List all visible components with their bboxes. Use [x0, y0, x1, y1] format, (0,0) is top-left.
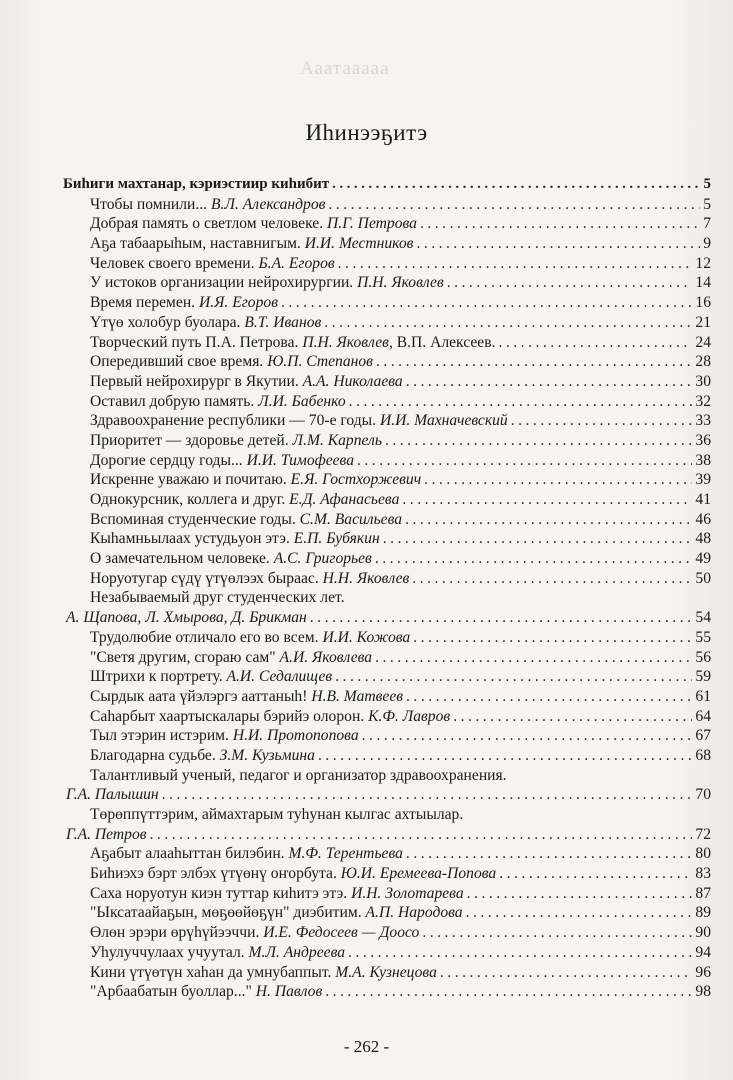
dot-leader: [375, 549, 693, 569]
bleed-through-text: Ааатааааа: [300, 58, 390, 79]
toc-entry-text: Саһарбыт хаартыскалары бэрийэ олорон.: [90, 707, 365, 725]
toc-entry-title: [90, 588, 345, 608]
dot-leader: [402, 490, 692, 510]
toc-entry-text: Үтүө холобур буолара.: [90, 313, 241, 331]
toc-entry-title: [90, 392, 346, 412]
toc-entry-text: Аҕабыт алааһыттан билэбин.: [90, 845, 285, 863]
toc-entry-author: М.Л. Андреева: [248, 943, 346, 961]
dot-leader: [332, 175, 700, 195]
dot-leader: [406, 372, 693, 392]
toc-page-number: 70: [695, 786, 711, 804]
toc-page-number: 16: [695, 294, 711, 312]
toc-entry-title: [90, 411, 508, 431]
toc-entry-text: Төрөппүттэрим, аймахтарым туһунан кылгас ахтыылар.: [90, 806, 464, 823]
toc-entry-author: В.Л. Александров: [210, 195, 326, 213]
toc-entry-author: Е.Я. Гостхоржевич: [290, 471, 422, 489]
toc-entry: [63, 392, 711, 412]
toc-entry-author: Н.В. Матвеев: [311, 687, 404, 705]
toc-page-number: 61: [695, 687, 711, 705]
toc-entry-author: И.И. Тимофеева: [246, 451, 354, 469]
dot-leader: [375, 648, 692, 668]
toc-entry-author: Ю.П. Степанов: [267, 353, 373, 371]
toc-entry-title: [90, 569, 409, 589]
toc-entry-title: [66, 608, 307, 628]
dot-leader: [357, 451, 692, 471]
toc-page-number: 12: [695, 254, 711, 272]
toc-page-number: 68: [695, 746, 711, 764]
dot-leader: [466, 903, 693, 923]
toc-entry-author: И.Н. Золотарева: [351, 884, 464, 902]
dot-leader: [412, 569, 692, 589]
toc-entry-text: Сырдык аата үйэлэргэ ааттаныһ!: [90, 687, 308, 705]
toc-entry: [63, 234, 711, 254]
dot-leader: [376, 352, 692, 372]
toc-entry-title: [90, 963, 437, 983]
toc-entry: [63, 293, 711, 313]
toc-entry: [63, 214, 711, 234]
toc-entry-text: Благодарна судьбе.: [90, 746, 216, 764]
toc-entry-text: Биһиэхэ бэрт элбэх үтүөнү оҥорбута.: [90, 865, 337, 883]
toc-page-number: 36: [695, 431, 711, 449]
toc-entry-author: И.И. Кожова: [322, 628, 411, 646]
toc-entry: [63, 687, 711, 707]
toc-page-number: 67: [695, 727, 711, 745]
toc-entry-title: [90, 549, 372, 569]
toc-entry-title: [90, 903, 463, 923]
toc-entry-author: М.А. Кузнецова: [335, 963, 437, 981]
toc-entry-author: И.Я. Егоров: [198, 294, 278, 312]
toc-page-number: 83: [695, 865, 711, 883]
toc-entry: [63, 372, 711, 392]
toc-entry-text: "Арбаабатын буоллар...": [90, 983, 252, 1001]
toc-entry-text: Чтобы помнили...: [90, 195, 208, 213]
toc-page-number: 49: [695, 550, 711, 568]
toc-entry-text: Уһулуччулаах учуутал.: [90, 943, 245, 961]
toc-entry-title: [90, 923, 419, 943]
toc-entry-title: [90, 884, 464, 904]
toc-entry: [63, 195, 711, 215]
dot-leader: [385, 431, 692, 451]
toc-entry: [63, 608, 711, 628]
toc-page-number: 48: [695, 530, 711, 548]
toc-entry: [63, 490, 711, 510]
toc-page-number: 24: [695, 333, 711, 351]
dot-leader: [467, 884, 693, 904]
toc-entry-author: И.И. Местников: [304, 235, 414, 253]
toc-entry: [63, 451, 711, 471]
toc-entry: [63, 273, 711, 293]
dot-leader: [318, 746, 692, 766]
toc-entry: [63, 864, 711, 884]
toc-entry: [63, 549, 711, 569]
toc-page-number: 89: [695, 904, 711, 922]
toc-entry: [63, 648, 711, 668]
dot-leader: [338, 254, 693, 274]
dot-leader: [424, 470, 692, 490]
toc-entry-title: [90, 490, 399, 510]
toc-page-number: 21: [695, 313, 711, 331]
toc-entry-author: И.И. Махначевский: [379, 412, 508, 430]
toc-entry: [63, 470, 711, 490]
dot-leader: [362, 726, 693, 746]
toc-entry-author: А.И. Седалищев: [226, 668, 333, 686]
toc-entry-author: П.Н. Яковлев: [357, 274, 444, 292]
toc-entry-text: Кыһамньылаах устудьуон этэ.: [90, 530, 290, 548]
toc-entry: [63, 254, 711, 274]
toc-entry-title: [90, 333, 495, 353]
toc-entry-title: [90, 844, 403, 864]
toc-entry-title: [90, 982, 322, 1002]
toc-entry-author: М.Ф. Терентьева: [288, 845, 403, 863]
toc-entry-author: П.Г. Петрова: [327, 215, 417, 233]
toc-page-number: 28: [695, 353, 711, 371]
toc-entry-text: У истоков организации нейрохирургии.: [90, 274, 354, 292]
dot-leader: [406, 844, 692, 864]
toc-entry-text: Добрая память о светлом человеке.: [90, 215, 324, 233]
toc-entry-author: К.Ф. Лавров: [368, 707, 451, 725]
toc-page-number: 5: [703, 176, 711, 192]
toc-page-number: 64: [695, 707, 711, 725]
toc-entry: [63, 352, 711, 372]
toc-entry-title: [90, 470, 421, 490]
toc-entry: [63, 923, 711, 943]
dot-leader: [511, 411, 693, 431]
dot-leader: [325, 982, 692, 1002]
toc-entry-text: Саха норуотун киэн туттар киһитэ этэ.: [90, 884, 348, 902]
page-number: - 262 -: [343, 1037, 390, 1056]
toc-entry-author: И.Е. Федосеев — Доосо: [263, 924, 420, 942]
dot-leader: [383, 529, 693, 549]
toc-page-number: 33: [695, 412, 711, 430]
toc-entry: [63, 628, 711, 648]
toc-entry-author: Е.П. Бубякин: [293, 530, 380, 548]
toc-entry-author: Л.И. Бабенко: [258, 392, 346, 410]
toc-entry-text: Норуотугар сүдү үтүөлээх быраас.: [90, 569, 319, 587]
toc-page-number: 87: [695, 884, 711, 902]
toc-page-number: 9: [703, 235, 711, 253]
toc-entry-title: [90, 195, 325, 215]
toc-entry-text: Трудолюбие отличало его во всем.: [90, 628, 319, 646]
toc-entry-title: [90, 372, 403, 392]
toc-entry-title: [90, 667, 332, 687]
toc-entry-text: Өлөн эрэри өрүһүйээччи.: [90, 924, 260, 942]
toc-entry-title: [90, 726, 359, 746]
toc-entry-text: Тыл этэрин истэрим.: [90, 727, 229, 745]
toc-page-number: 90: [695, 924, 711, 942]
toc-entry: [63, 825, 711, 845]
page-title: Иһинээҕитэ: [305, 120, 428, 145]
dot-leader: [422, 923, 692, 943]
dot-leader: [440, 963, 693, 983]
toc-entry-title: [90, 805, 463, 825]
toc-entry: [63, 588, 711, 608]
dot-leader: [349, 392, 693, 412]
dot-leader: [328, 195, 700, 215]
toc-entry-text: Человек своего времени.: [90, 254, 255, 272]
toc-page-number: 96: [695, 963, 711, 981]
toc-page-number: 38: [695, 451, 711, 469]
dot-leader: [406, 687, 692, 707]
toc-entry-text: Однокурсник, коллега и друг.: [90, 491, 286, 508]
toc-entry: [63, 707, 711, 727]
toc-page-number: 7: [703, 215, 711, 233]
toc-page-number: 46: [695, 510, 711, 528]
toc-entry-author: Б.А. Егоров: [258, 254, 335, 272]
toc-entry-author: А.С. Григорьев: [273, 550, 372, 568]
toc-page-number: 50: [695, 569, 711, 587]
toc-entry-text: О замечательном человеке.: [90, 550, 270, 568]
toc-entry-title: [66, 785, 159, 805]
dot-leader: [447, 273, 693, 293]
toc-entry-title: [90, 628, 410, 648]
toc-entry-author: А.А. Николаева: [302, 372, 403, 390]
toc-entry-text: Незабываемый друг студенческих лет.: [90, 589, 345, 607]
toc-entry-author: П.Н. Яковлев: [302, 333, 389, 351]
dot-leader: [281, 293, 692, 313]
toc-entry-title: [90, 451, 354, 471]
toc-page-number: 39: [695, 471, 711, 489]
toc-entry-title: [90, 313, 321, 333]
toc-entry-text: "Светя другим, сгораю сам": [90, 648, 276, 666]
toc-entry-text: Вспоминая студенческие годы.: [90, 510, 296, 528]
dot-leader: [420, 214, 700, 234]
toc-entry-text: "Ыксатаайаҕын, мөҕөөйөҕүн" диэбитим.: [90, 904, 362, 922]
toc-entry: [63, 963, 711, 983]
toc-entry-text: Оставил добрую память.: [90, 392, 255, 410]
toc-entry-title: [90, 293, 278, 313]
toc-entry-title: [90, 234, 413, 254]
toc-entry-text: Дорогие сердцу годы...: [90, 451, 243, 469]
toc-page-number: 32: [695, 392, 711, 410]
toc-entry-text: Приоритет — здоровье детей.: [90, 431, 289, 449]
toc-entry: [63, 844, 711, 864]
toc-entry-title: [90, 687, 403, 707]
toc-entry-text: Опередивший свое время.: [90, 353, 264, 371]
toc-entry: [63, 175, 711, 195]
toc-page-number: 80: [695, 845, 711, 863]
toc-entry-author: Г.А. Петров: [66, 825, 147, 843]
dot-leader: [416, 234, 700, 254]
toc-entry: [63, 333, 711, 353]
toc-entry-text: Здравоохранение республики — 70-е годы.: [90, 412, 377, 430]
toc-entry-author: А.И. Яковлева: [279, 648, 373, 666]
toc-entry: [63, 943, 711, 963]
toc-entry: [63, 510, 711, 530]
toc-entry: [63, 667, 711, 687]
dot-leader: [310, 608, 693, 628]
toc-entry-author: А.П. Народова: [365, 904, 463, 922]
dot-leader: [335, 667, 692, 687]
toc-entry: [63, 313, 711, 333]
toc-entry-author: Е.Д. Афанасьева: [289, 491, 400, 508]
toc-entry-text: Талантливый ученый, педагог и организатор здравоохранения.: [90, 766, 507, 784]
toc-entry: [63, 785, 711, 805]
toc-entry: [63, 529, 711, 549]
toc-entry-title: [90, 648, 372, 668]
toc-page-number: 54: [695, 609, 711, 627]
toc-entry: [63, 411, 711, 431]
dot-leader: [324, 313, 692, 333]
toc-entry: [63, 982, 711, 1002]
toc-entry: [63, 569, 711, 589]
toc-entry-text: Биһиги махтанар, кэриэстиир киһибит: [63, 176, 330, 192]
toc-entry-text: Искренне уважаю и почитаю.: [90, 471, 287, 489]
toc-entry-text: Первый нейрохирург в Якутии.: [90, 372, 299, 390]
toc-entry-title: [90, 510, 402, 530]
toc-entry-author: Н.И. Протопопова: [232, 727, 359, 745]
toc-entry-title: [90, 766, 507, 786]
toc-entry-author: Л.М. Карпель: [292, 431, 382, 449]
toc-entry-title: [90, 707, 450, 727]
toc-entry-text: Штрихи к портрету.: [90, 668, 223, 686]
table-of-contents: [63, 175, 711, 1002]
toc-page-number: 72: [695, 825, 711, 843]
toc-entry-author: Ю.И. Еремеева-Попова: [340, 865, 497, 883]
toc-page-number: 98: [695, 983, 711, 1001]
toc-page-number: 30: [695, 372, 711, 390]
toc-entry: [63, 766, 711, 786]
toc-entry-title: [90, 943, 345, 963]
toc-entry-title: [90, 273, 444, 293]
dot-leader: [150, 825, 693, 845]
toc-entry-text: Кини үтүөтүн хаһан да умнубаппыт.: [90, 963, 332, 981]
toc-page-number: 94: [695, 943, 711, 961]
toc-entry-title: [90, 214, 417, 234]
toc-entry-author: А. Щапова, Л. Хмырова, Д. Брикман: [66, 609, 307, 627]
toc-entry: [63, 903, 711, 923]
toc-page-number: 14: [695, 274, 711, 292]
dot-leader: [499, 864, 692, 884]
toc-entry-author-extra: , В.П. Алексеев.: [388, 333, 496, 351]
toc-entry-author: В.Т. Иванов: [244, 313, 322, 331]
toc-page-number: 59: [695, 668, 711, 686]
toc-page-number: 41: [695, 491, 711, 508]
toc-entry: [63, 726, 711, 746]
toc-entry: [63, 431, 711, 451]
toc-entry-title: [90, 431, 382, 451]
toc-entry-text: Творческий путь П.А. Петрова.: [90, 333, 299, 351]
toc-page-number: 55: [695, 628, 711, 646]
toc-page-number: 5: [703, 195, 711, 213]
toc-entry-author: Н.Н. Яковлев: [322, 569, 410, 587]
toc-entry: [63, 805, 711, 825]
toc-entry-author: С.М. Васильева: [299, 510, 403, 528]
toc-entry-text: Время перемен.: [90, 294, 196, 312]
dot-leader: [498, 333, 692, 353]
dot-leader: [453, 707, 692, 727]
dot-leader: [413, 628, 692, 648]
toc-entry-title: [90, 746, 315, 766]
toc-entry-title: [63, 175, 329, 195]
toc-entry-title: [90, 254, 335, 274]
toc-entry-author: З.М. Кузьмина: [219, 746, 315, 764]
toc-entry-title: [90, 529, 380, 549]
toc-entry-title: [90, 352, 373, 372]
toc-entry-text: Аҕа табаарыһым, наставнигым.: [90, 235, 301, 253]
dot-leader: [405, 510, 692, 530]
toc-entry: [63, 746, 711, 766]
toc-entry-author: Н. Павлов: [255, 983, 323, 1001]
toc-entry-author: Г.А. Палышин: [66, 786, 159, 804]
dot-leader: [162, 785, 693, 805]
toc-entry-title: [90, 864, 496, 884]
toc-page-number: 56: [695, 648, 711, 666]
toc-entry: [63, 884, 711, 904]
toc-entry-title: [66, 825, 147, 845]
dot-leader: [348, 943, 692, 963]
